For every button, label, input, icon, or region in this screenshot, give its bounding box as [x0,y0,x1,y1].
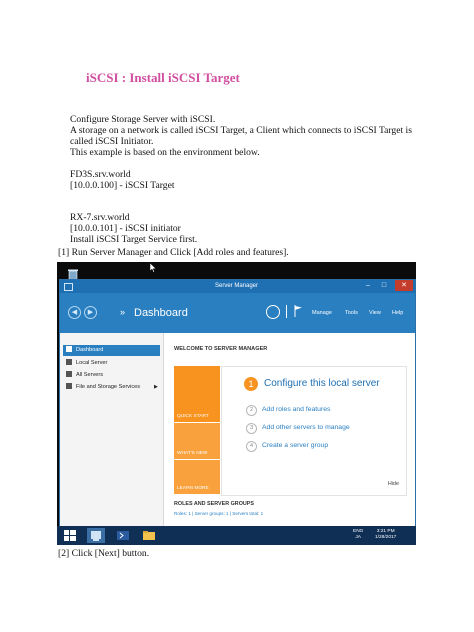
sidebar-item-dashboard[interactable] [63,345,160,356]
tray-input: JA [355,535,361,540]
intro-line-2: A storage on a network is called iSCSI Target, a Client which connects to iSCSI Target is [70,125,412,136]
target-host: FD3S.srv.world [70,169,131,180]
quick-start-column [174,366,220,494]
hide-link[interactable]: Hide [387,481,399,487]
dashboard-icon [66,346,72,352]
roles-summary: Roles: 1 | Server groups: 1 | Servers total: 1 [174,511,264,516]
welcome-heading: WELCOME TO SERVER MANAGER [174,346,268,352]
window-title: Server Manager [215,283,259,289]
server-manager-screenshot [57,262,416,545]
windows-start-icon[interactable] [61,528,79,543]
app-icon [64,283,73,291]
chevron-right-icon: ▶ [154,384,158,390]
sidebar-item-label: File and Storage Services [76,384,141,390]
quick-start-label: QUICK START [177,414,209,419]
tray-date: 1/28/2017 [375,535,397,540]
tray-lang: ENG [353,529,364,534]
tray-language[interactable] [353,529,363,541]
intro-line-3: called iSCSI Initiator. [70,136,154,147]
page-title: Dashboard [134,307,188,319]
maximize-button[interactable]: □ [381,282,387,289]
initiator-ip: [10.0.0.101] - iSCSI initiator [70,223,181,234]
tray-clock[interactable] [375,529,396,541]
sidebar-item-local-server[interactable] [63,358,160,369]
forward-button[interactable]: ▶ [84,306,97,319]
refresh-icon[interactable] [266,305,280,319]
quick-start-tile[interactable] [174,366,220,422]
configure-local-server-link[interactable]: Configure this local server [264,378,380,389]
close-button[interactable]: ✕ [395,280,413,291]
dashboard-main [166,333,415,527]
sidebar [60,333,164,527]
sidebar-item-file-storage[interactable] [63,382,160,393]
step-number: 4 [246,441,257,452]
learn-more-tile[interactable] [174,460,220,494]
powershell-icon[interactable] [114,528,132,543]
nav-bar [60,293,415,333]
install-note: Install iSCSI Target Service first. [70,234,198,245]
minimize-button[interactable]: – [366,282,370,289]
whats-new-label: WHAT'S NEW [177,451,208,456]
intro-line-4: This example is based on the environment below. [70,147,260,158]
task-label: Add roles and features [262,406,331,413]
menu-help[interactable]: Help [392,310,404,316]
step-1: [1] Run Server Manager and Click [Add roles and features]. [58,247,289,258]
add-roles-link[interactable] [246,405,330,416]
sidebar-item-label: Local Server [76,360,108,366]
sidebar-item-label: Dashboard [76,347,104,353]
server-manager-window [59,279,416,528]
quick-start-panel [221,366,407,496]
roles-heading: ROLES AND SERVER GROUPS [174,501,254,507]
add-servers-link[interactable] [246,423,350,434]
tray-time: 3:21 PM [376,529,395,534]
back-button[interactable]: ◀ [68,306,81,319]
breadcrumb-arrow: » [120,307,126,317]
target-ip: [10.0.0.100] - iSCSI Target [70,180,175,191]
mouse-pointer-icon [150,263,157,273]
taskbar [57,526,416,545]
step-number-badge: 1 [244,377,258,391]
sidebar-item-label: All Servers [76,372,104,378]
notifications-flag-icon[interactable] [294,305,303,317]
initiator-host: RX-7.srv.world [70,212,130,223]
menu-tools[interactable]: Tools [345,310,358,316]
task-label: Add other servers to manage [262,424,350,431]
document-title: iSCSI : Install iSCSI Target [86,70,240,85]
server-manager-taskbar-icon[interactable] [87,528,105,543]
step-2: [2] Click [Next] button. [58,548,150,559]
divider [286,305,287,318]
task-label: Create a server group [262,442,329,449]
create-server-group-link[interactable] [246,441,328,452]
learn-more-label: LEARN MORE [177,486,209,491]
servers-icon [66,371,72,377]
step-number: 3 [246,423,257,434]
menu-view[interactable]: View [369,310,381,316]
intro-line-1: Configure Storage Server with iSCSI. [70,114,216,125]
storage-icon [66,383,72,389]
window-titlebar [60,280,415,293]
menu-manage[interactable]: Manage [312,310,332,316]
file-explorer-icon[interactable] [140,528,158,543]
step-number: 2 [246,405,257,416]
sidebar-item-all-servers[interactable] [63,370,160,381]
whats-new-tile[interactable] [174,423,220,459]
server-icon [66,359,72,365]
